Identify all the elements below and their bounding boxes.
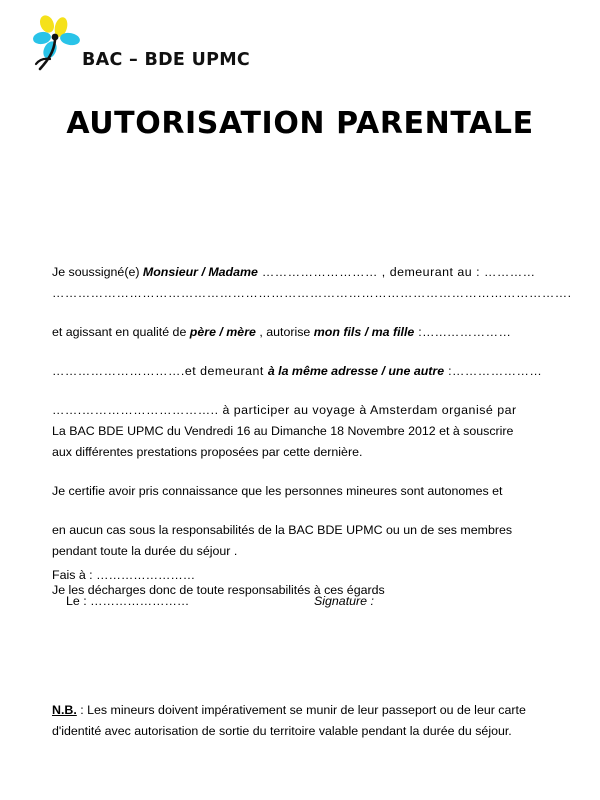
text-emphasis-adresse: à la même adresse / une autre (267, 364, 445, 378)
text-segment: …………………………………………………………………………………………………………. (52, 286, 572, 300)
text-segment: en aucun cas sous la responsabilités de la BAC BDE UPMC ou un de ses membres (52, 523, 513, 537)
text-segment: pendant toute la durée du séjour . (52, 544, 238, 558)
note-lead-label: N.B. (52, 703, 77, 717)
paragraph-trip-line-2 (52, 421, 552, 442)
text-segment: La BAC BDE UPMC du Vendredi 16 au Dimanche 18 Novembre 2012 et à souscrire (52, 424, 514, 438)
text-segment: :…...…………… (414, 325, 512, 339)
text-emphasis-pere-mere: père / mère (189, 325, 256, 339)
paragraph-liability-line-3 (52, 541, 552, 562)
text-segment: ………………………….et demeurant (52, 364, 268, 378)
text-segment: Je soussigné(e) (52, 265, 143, 279)
paragraph-liability-line-1 (52, 481, 552, 502)
page-title: AUTORISATION PARENTALE (66, 106, 534, 141)
document-body (52, 262, 572, 601)
paragraph-address-line (52, 361, 552, 382)
text-segment: et agissant en qualité de (52, 325, 190, 339)
text-segment: …….………………………….. à participer au voyage à Amsterdam organisé par (52, 403, 517, 417)
date-label: Le : …………………… (66, 594, 190, 608)
paragraph-liability-line-2 (52, 520, 552, 541)
text-segment: Je certifie avoir pris connaissance que les personnes mineures sont autonomes et (52, 484, 503, 498)
note-text: : Les mineurs doivent impérativement se munir de leur passeport ou de leur carte d'identité avec autorisation de sortie du territoire valable pendant la durée du séjour. (52, 703, 526, 738)
text-segment: aux différentes prestations proposées par cette dernière. (52, 445, 363, 459)
date-row (52, 588, 552, 614)
place-row (52, 562, 552, 588)
place-label: Fais à : …………………… (52, 568, 196, 582)
paragraph-quality-line (52, 322, 552, 343)
text-segment: Je les décharges donc de toute responsabilités à ces égards (52, 583, 385, 597)
text-emphasis-monsieur-madame: Monsieur / Madame (142, 265, 258, 279)
text-emphasis-fils-fille: mon fils / ma fille (313, 325, 415, 339)
footer-note (52, 700, 548, 742)
paragraph-trip-line-1 (52, 400, 552, 421)
paragraph-declaration-line-1 (52, 262, 552, 283)
paragraph-declaration-line-2 (52, 283, 572, 304)
paragraph-trip-line-3 (52, 442, 552, 463)
text-segment: , autorise (255, 325, 314, 339)
text-segment: ……………………… , demeurant au : ………… (257, 265, 536, 279)
flower-logo-icon (28, 14, 86, 76)
brand-logo (28, 14, 268, 80)
text-segment: :………………… (444, 364, 543, 378)
signature-block (52, 562, 552, 614)
brand-name: BAC – BDE UPMC (82, 50, 251, 70)
signature-label: Signature : (314, 594, 374, 608)
